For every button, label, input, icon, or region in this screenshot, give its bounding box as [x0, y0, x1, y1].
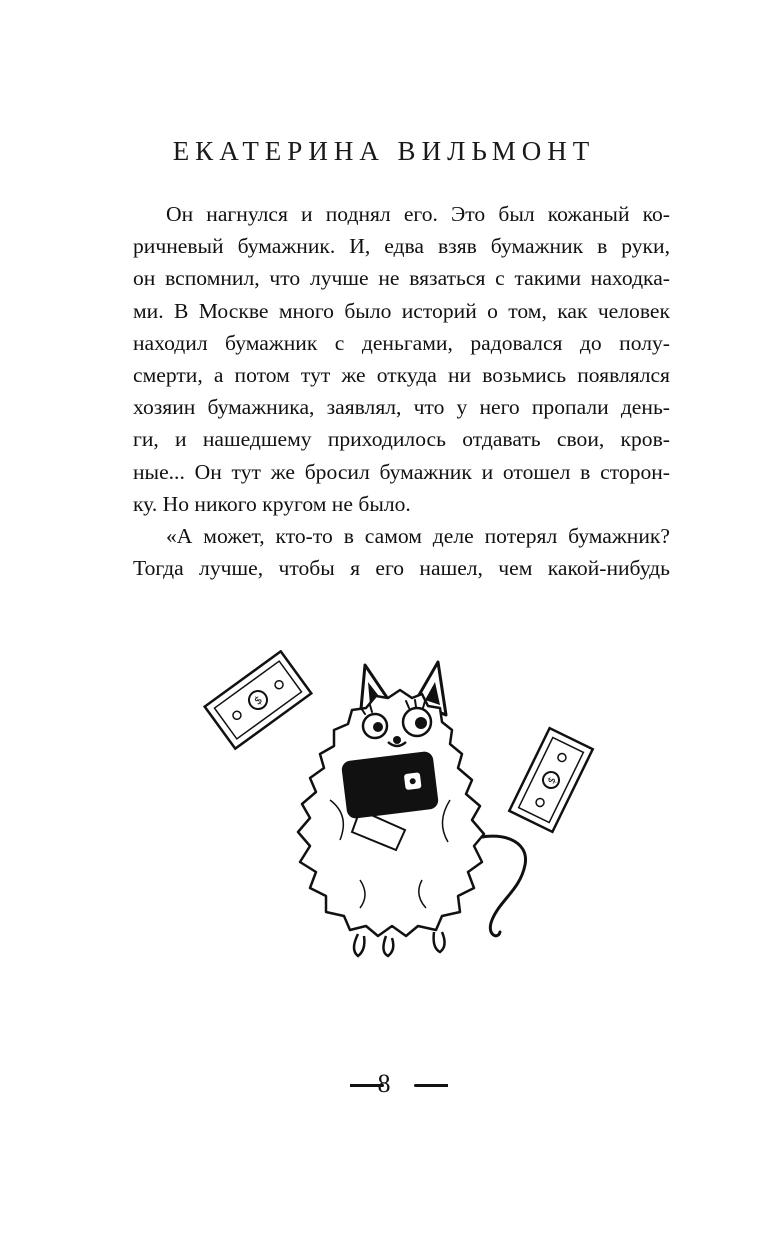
- running-header: ЕКАТЕРИНА ВИЛЬМОНТ: [172, 136, 596, 166]
- body-text: [133, 198, 670, 584]
- svg-text:$: $: [251, 693, 265, 708]
- fluffy-dog-with-wallet-and-banknotes-illustration: [200, 650, 600, 980]
- text-line: Он нагнулся и поднял его. Это был кожаный ко-: [166, 202, 670, 226]
- text-line: ми. В Москве много было историй о том, как человек: [133, 298, 670, 323]
- text-line: хозяин бумажника, заявлял, что у него пропали день-: [133, 395, 670, 420]
- banknote-left-icon: [205, 651, 312, 748]
- wallet-icon: [341, 751, 439, 820]
- text-line: находил бумажник с деньгами, радовался до полу-: [133, 330, 670, 355]
- page-number-value: 8: [377, 1069, 391, 1098]
- text-line: «А может, кто-то в самом деле потерял бумажник?: [166, 524, 670, 549]
- text-line: Тогда лучше, чтобы я его нашел, чем какой-нибудь: [133, 556, 670, 581]
- text-line: ричневый бумажник. И, едва взяв бумажник в руки,: [133, 234, 670, 259]
- text-line: он вспомнил, что лучше не вязаться с такими находка-: [133, 266, 670, 291]
- page-number-dash-right: [414, 1084, 448, 1087]
- page-number: [0, 1065, 768, 1105]
- text-line: ные... Он тут же бросил бумажник и отошел в сторон-: [133, 459, 670, 484]
- text-line: смерти, а потом тут же откуда ни возьмись появлялся: [133, 363, 670, 388]
- text-line: ги, и нашедшему приходилось отдавать свои, кров-: [133, 427, 670, 452]
- svg-text:$: $: [546, 775, 559, 786]
- text-line: ку. Но никого кругом не было.: [133, 491, 411, 516]
- banknote-right-icon: [509, 728, 592, 832]
